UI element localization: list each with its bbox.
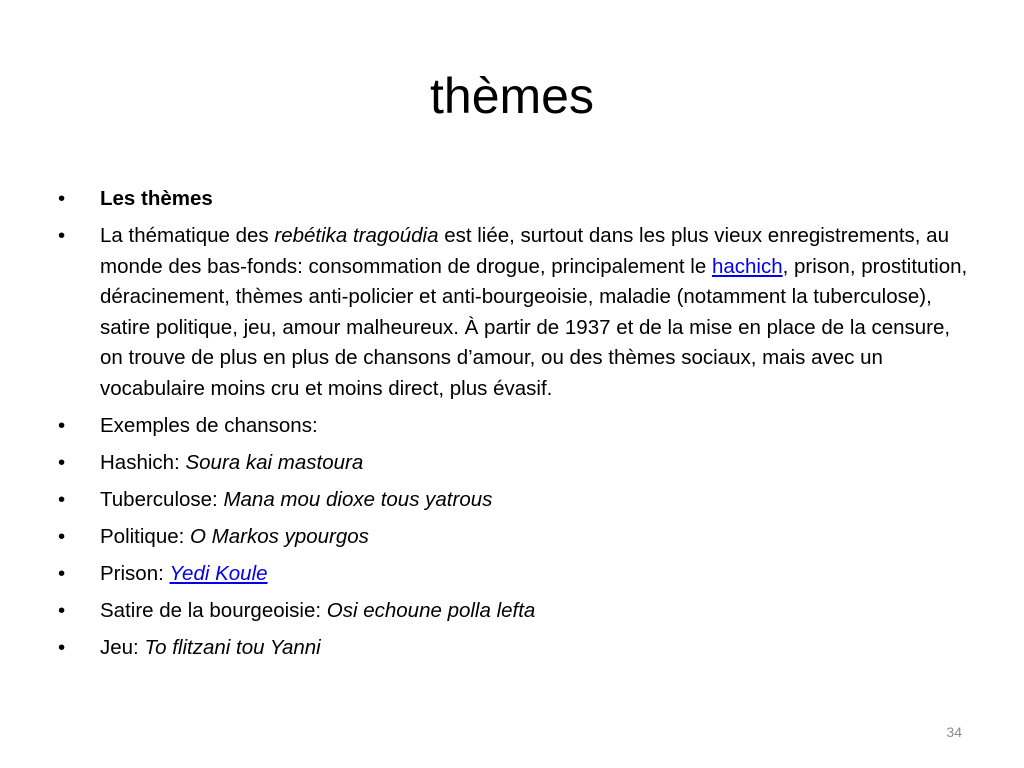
example-label: Tuberculose:	[100, 487, 224, 511]
description-text-3: , prison, prostitution, déracinement, thèmes anti-policier et anti-bourgeoisie, maladie (notamment la tuberculose), satire politique, jeu, amour malheureux. À partir de 1937 et de la mise en place de la censure, on trouve de plus en plus de chansons d’amour, ou des thèmes sociaux, mais avec un vocabulaire moins cru et moins direct, plus évasif.	[100, 254, 968, 400]
example-song: Soura kai mastoura	[185, 450, 364, 474]
example-label: Politique:	[100, 524, 191, 548]
bullet-marker: •	[58, 598, 66, 622]
description-text-1: La thématique des	[100, 224, 275, 247]
example-label: Hashich:	[100, 450, 186, 474]
bullet-item-prison	[58, 559, 978, 590]
description-text-2: est liée, surtout dans les plus vieux enregistrements, au monde des bas-fonds: consommation de drogue, principalement le	[100, 224, 949, 278]
example-song: Osi echoune polla lefta	[326, 598, 536, 622]
bullet-item-satire	[58, 596, 978, 627]
bullet-marker: •	[58, 187, 66, 210]
example-label: Jeu:	[100, 635, 145, 659]
bullet-item-heading	[58, 184, 978, 215]
description-genre-italic: rebétika tragoúdia	[274, 224, 439, 247]
bullet-item-description	[58, 221, 978, 404]
bullet-item-politique	[58, 522, 978, 553]
bullet-marker: •	[58, 487, 66, 511]
example-label: Prison:	[100, 561, 170, 585]
example-song: To flitzani tou Yanni	[144, 635, 321, 659]
bullet-marker: •	[58, 224, 66, 247]
example-song: Mana mou dioxe tous yatrous	[223, 487, 493, 511]
bullet-item-hashich	[58, 448, 978, 479]
bullet-item-tuberculose	[58, 485, 978, 516]
hachich-link[interactable]: hachich	[711, 254, 783, 278]
page-number: 34	[946, 724, 962, 740]
bullet-marker: •	[58, 561, 66, 585]
yedi-koule-link[interactable]: Yedi Koule	[169, 561, 268, 585]
slide-title: thèmes	[430, 68, 594, 124]
bullet-marker: •	[58, 450, 66, 474]
bullet-marker: •	[58, 524, 66, 548]
section-heading: Les thèmes	[100, 187, 213, 210]
examples-intro: Exemples de chansons:	[100, 413, 318, 437]
bullet-list	[58, 184, 978, 670]
bullet-item-jeu	[58, 633, 978, 664]
example-label: Satire de la bourgeoisie:	[100, 598, 327, 622]
example-song: O Markos ypourgos	[190, 524, 369, 548]
bullet-marker: •	[58, 635, 66, 659]
bullet-marker: •	[58, 413, 66, 437]
bullet-item-examples	[58, 411, 978, 442]
